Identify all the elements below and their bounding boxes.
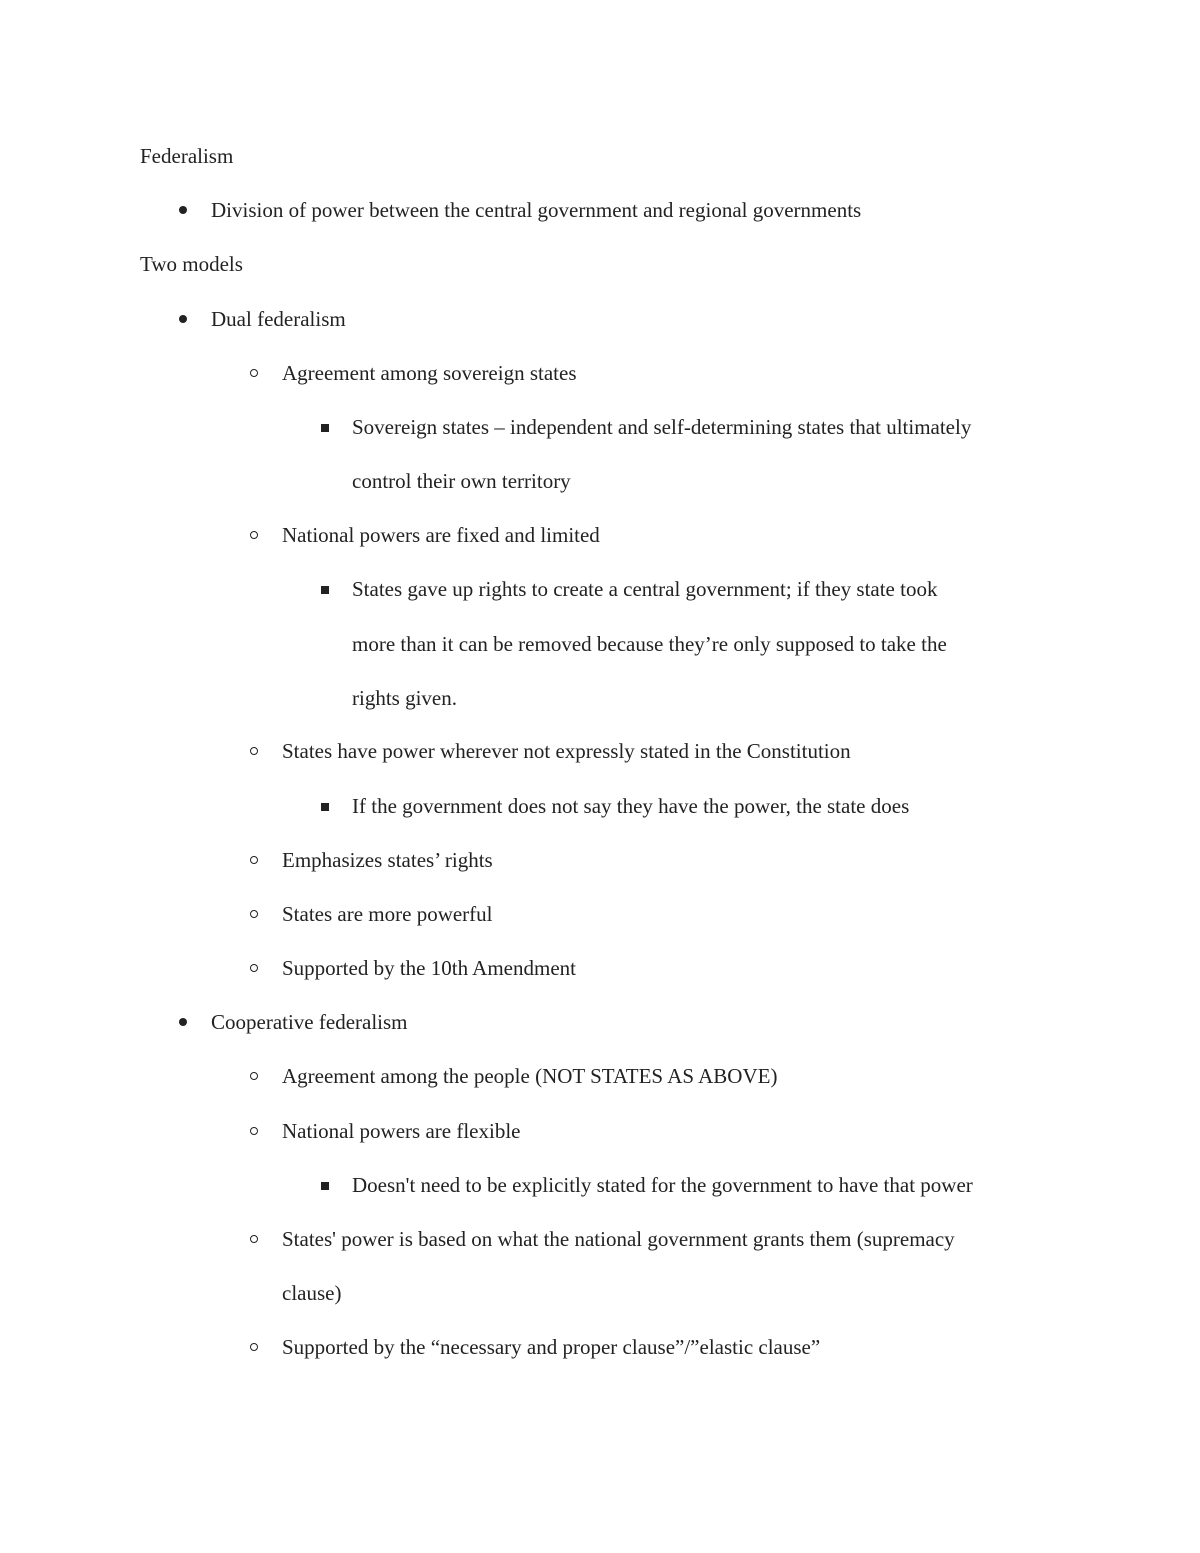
list-item-text: Cooperative federalism [211, 1010, 408, 1034]
list-item-text: clause) [282, 1281, 342, 1305]
list-item-text: control their own territory [352, 469, 571, 493]
hollow-bullet-icon [247, 358, 263, 388]
list-item-text: National powers are flexible [282, 1119, 521, 1143]
heading-text: Federalism [140, 144, 234, 168]
list-item-continuation [0, 629, 1100, 659]
heading-federalism [0, 141, 1100, 171]
list-item-text: States are more powerful [282, 902, 493, 926]
list-item [0, 574, 1100, 604]
list-item-text: Supported by the 10th Amendment [282, 956, 576, 980]
list-item-text: Emphasizes states’ rights [282, 848, 493, 872]
list-item [0, 736, 1100, 766]
list-item-text: Sovereign states – independent and self-determining states that ultimately [352, 415, 972, 439]
hollow-bullet-icon [247, 736, 263, 766]
subheading-two-models [0, 249, 1100, 279]
list-item [0, 358, 1100, 388]
hollow-bullet-icon [247, 1061, 263, 1091]
list-item [0, 845, 1100, 875]
list-item-text: Agreement among sovereign states [282, 361, 577, 385]
list-item [0, 1116, 1100, 1146]
square-bullet-icon [317, 574, 333, 604]
list-item-text: States' power is based on what the national government grants them (supremacy [282, 1227, 955, 1251]
list-item-text: rights given. [352, 686, 457, 710]
list-item [0, 520, 1100, 550]
list-item [0, 1224, 1100, 1254]
filled-bullet-icon [176, 1007, 192, 1037]
list-item [0, 791, 1100, 821]
square-bullet-icon [317, 1170, 333, 1200]
list-item [0, 953, 1100, 983]
square-bullet-icon [317, 791, 333, 821]
list-item-continuation [0, 1278, 1100, 1308]
hollow-bullet-icon [247, 899, 263, 929]
list-item [0, 1061, 1100, 1091]
hollow-bullet-icon [247, 845, 263, 875]
list-item-text: Doesn't need to be explicitly stated for the government to have that power [352, 1173, 973, 1197]
list-item [0, 1332, 1100, 1362]
list-item-cooperative-federalism [0, 1007, 1100, 1037]
list-item-text: Agreement among the people (NOT STATES AS ABOVE) [282, 1064, 778, 1088]
subheading-text: Two models [140, 252, 243, 276]
list-item-text: Supported by the “necessary and proper clause”/”elastic clause” [282, 1335, 821, 1359]
list-item-text: States gave up rights to create a central government; if they state took [352, 577, 938, 601]
list-item [0, 899, 1100, 929]
list-item [0, 1170, 1100, 1200]
list-item-continuation [0, 466, 1100, 496]
filled-bullet-icon [176, 304, 192, 334]
list-item-text: more than it can be removed because they’re only supposed to take the [352, 632, 947, 656]
hollow-bullet-icon [247, 520, 263, 550]
square-bullet-icon [317, 412, 333, 442]
list-item-dual-federalism [0, 304, 1100, 334]
list-item-text: Dual federalism [211, 307, 346, 331]
list-item-text: National powers are fixed and limited [282, 523, 600, 547]
list-item-text: States have power wherever not expressly stated in the Constitution [282, 739, 851, 763]
list-item-text: Division of power between the central government and regional governments [211, 198, 862, 222]
hollow-bullet-icon [247, 1224, 263, 1254]
list-item-continuation [0, 683, 1100, 713]
hollow-bullet-icon [247, 1332, 263, 1362]
hollow-bullet-icon [247, 953, 263, 983]
filled-bullet-icon [176, 195, 192, 225]
hollow-bullet-icon [247, 1116, 263, 1146]
list-item-text: If the government does not say they have the power, the state does [352, 794, 910, 818]
list-item [0, 195, 1100, 225]
list-item [0, 412, 1100, 442]
